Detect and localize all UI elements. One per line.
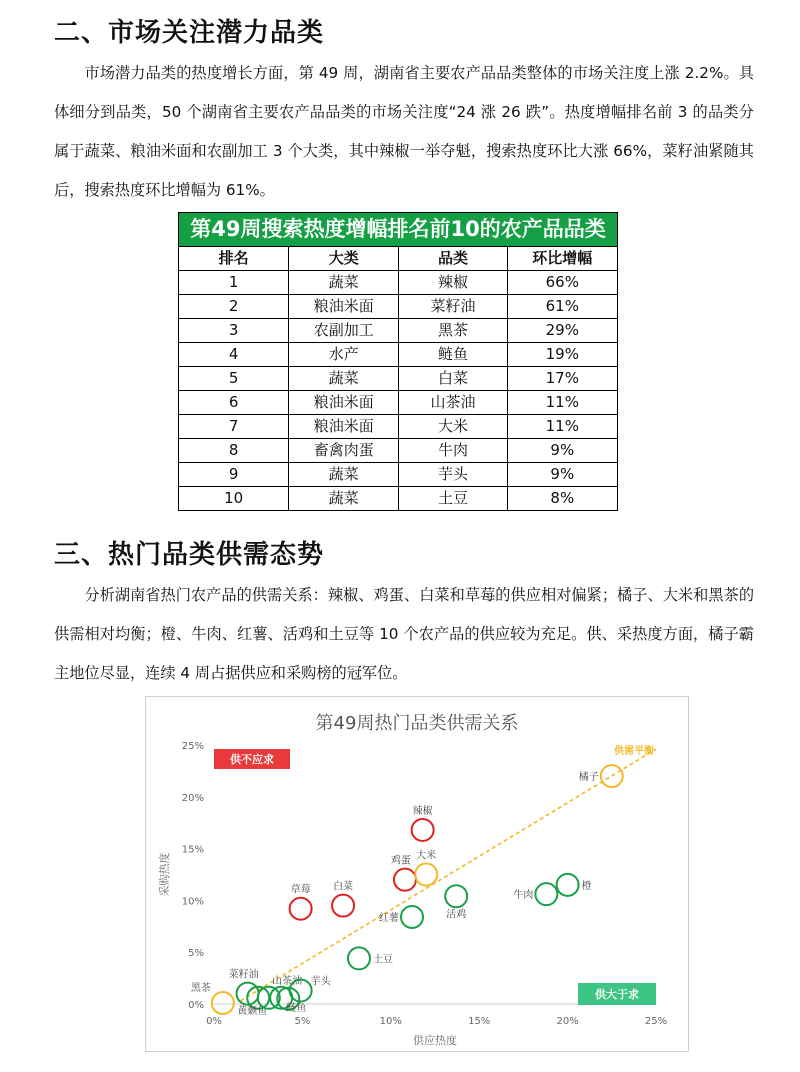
chart-title: 第49周热门品类供需关系: [315, 713, 519, 734]
table-row: [179, 463, 618, 487]
growth-cell: 11%: [507, 415, 617, 439]
item-cell: 白菜: [399, 367, 507, 391]
category-cell: 蔬菜: [289, 271, 399, 295]
zone-balance-label: 供需平衡: [614, 746, 654, 757]
ranking-table: [178, 212, 618, 511]
category-cell: 粮油米面: [289, 295, 399, 319]
growth-cell: 19%: [507, 343, 617, 367]
data-point-label: 黑茶: [190, 982, 211, 994]
table-row: [179, 487, 618, 511]
growth-cell: 8%: [507, 487, 617, 511]
rank-cell: 4: [179, 343, 289, 367]
rank-cell: 5: [179, 367, 289, 391]
data-point-label: 白菜: [333, 881, 354, 893]
data-point-marker: [290, 898, 312, 920]
item-cell: 牛肉: [399, 439, 507, 463]
zone-tight-label: 供不应求: [230, 753, 274, 766]
growth-cell: 29%: [507, 319, 617, 343]
y-tick-label: 0%: [188, 1000, 204, 1011]
y-tick-label: 10%: [181, 896, 204, 908]
growth-cell: 17%: [507, 367, 617, 391]
x-axis-title: 供应热度: [413, 1034, 457, 1047]
data-point-marker: [401, 906, 423, 928]
growth-cell: 11%: [507, 391, 617, 415]
item-cell: 菜籽油: [399, 295, 507, 319]
item-cell: 大米: [399, 415, 507, 439]
category-cell: 蔬菜: [289, 367, 399, 391]
table-row: [179, 415, 618, 439]
data-point-label: 菜籽油: [228, 969, 259, 981]
growth-cell: 66%: [507, 271, 617, 295]
data-point-marker: [412, 819, 434, 841]
table-row: [179, 367, 618, 391]
y-axis-title: 采购热度: [158, 852, 171, 897]
rank-cell: 6: [179, 391, 289, 415]
data-point-label: 山茶油: [272, 975, 303, 987]
item-cell: 芋头: [399, 463, 507, 487]
y-tick-label: 20%: [181, 792, 204, 804]
x-tick-label: 0%: [206, 1016, 222, 1027]
item-cell: 山茶油: [399, 391, 507, 415]
data-point-marker: [557, 874, 579, 896]
table-header-growth: 环比增幅: [507, 247, 617, 271]
section-heading-supply-demand: 三、热门品类供需态势: [54, 540, 325, 570]
table-row: [179, 343, 618, 367]
data-point-label: 橘子: [578, 772, 599, 784]
rank-cell: 8: [179, 439, 289, 463]
x-tick-label: 15%: [468, 1016, 491, 1027]
rank-cell: 10: [179, 487, 289, 511]
data-point-label: 鲢鱼: [286, 1002, 307, 1014]
growth-cell: 61%: [507, 295, 617, 319]
data-point-marker: [535, 883, 557, 905]
data-point-label: 黄颡鱼: [237, 1005, 268, 1017]
data-point-label: 辣椒: [412, 805, 433, 817]
rank-cell: 9: [179, 463, 289, 487]
x-tick-label: 5%: [294, 1016, 311, 1027]
item-cell: 辣椒: [399, 271, 507, 295]
data-point-label: 芋头: [310, 976, 331, 988]
table-header-item: 品类: [399, 247, 507, 271]
x-tick-label: 20%: [556, 1016, 579, 1027]
data-point-marker: [415, 864, 437, 886]
table-row: [179, 391, 618, 415]
item-cell: 鲢鱼: [399, 343, 507, 367]
category-cell: 农副加工: [289, 319, 399, 343]
growth-cell: 9%: [507, 439, 617, 463]
data-point-label: 土豆: [372, 954, 393, 966]
rank-cell: 1: [179, 271, 289, 295]
category-cell: 畜禽肉蛋: [289, 439, 399, 463]
table-row: [179, 439, 618, 463]
category-cell: 水产: [289, 343, 399, 367]
x-tick-label: 10%: [379, 1016, 402, 1027]
data-point-marker: [332, 895, 354, 917]
supply-demand-chart: [145, 696, 689, 1052]
x-tick-label: 25%: [644, 1016, 668, 1027]
data-point-label: 橙: [581, 880, 592, 892]
y-tick-label: 5%: [188, 948, 204, 960]
section-paragraph-supply-demand: 分析湖南省热门农产品的供需关系：辣椒、鸡蛋、白菜和草莓的供应相对偏紧；橘子、大米和黑茶的供需相对均衡；橙、牛肉、红薯、活鸡和土豆等 10 个农产品的供应较为充足。供、采热度方面，橘子霸主地位尽显，连续 4 周占据供应和采购榜的冠军位。: [54, 586, 754, 682]
section-paragraph-market-potential: 市场潜力品类的热度增长方面，第 49 周，湖南省主要农产品品类整体的市场关注度上涨 2.2%。具体细分到品类，50 个湖南省主要农产品品类的市场关注度“24 涨 26 跌”。热度增幅排名前 3 的品类分属于蔬菜、粮油米面和农副加工 3 个大类，其中辣椒一举夺魁，搜索热度环比大涨 66%，菜籽油紧随其后，搜索热度环比增幅为 61%。: [54, 64, 754, 199]
item-cell: 土豆: [399, 487, 507, 511]
table-header-rank: 排名: [179, 247, 289, 271]
table-row: [179, 271, 618, 295]
data-point-label: 鸡蛋: [390, 855, 411, 867]
data-point-marker: [212, 992, 234, 1014]
rank-cell: 7: [179, 415, 289, 439]
table-title: 第49周搜索热度增幅排名前10的农产品品类: [178, 212, 618, 246]
data-point-label: 牛肉: [513, 890, 534, 902]
rank-cell: 3: [179, 319, 289, 343]
table-row: [179, 295, 618, 319]
chart-svg: [146, 697, 688, 1051]
y-tick-label: 25%: [181, 741, 204, 752]
rank-cell: 2: [179, 295, 289, 319]
data-point-marker: [348, 947, 370, 969]
section-heading-market-potential: 二、市场关注潜力品类: [54, 18, 325, 48]
table-header-row: [179, 247, 618, 271]
data-point-label: 活鸡: [446, 909, 467, 921]
category-cell: 粮油米面: [289, 391, 399, 415]
growth-cell: 9%: [507, 463, 617, 487]
data-point-label: 草莓: [290, 884, 311, 896]
data-point-label: 大米: [416, 850, 437, 862]
y-tick-label: 15%: [181, 844, 204, 856]
category-cell: 粮油米面: [289, 415, 399, 439]
data-point-label: 红薯: [379, 912, 400, 924]
data-point-marker: [394, 869, 416, 891]
category-cell: 蔬菜: [289, 463, 399, 487]
category-cell: 蔬菜: [289, 487, 399, 511]
table-row: [179, 319, 618, 343]
item-cell: 黑茶: [399, 319, 507, 343]
data-point-marker: [445, 885, 467, 907]
table-header-category: 大类: [289, 247, 399, 271]
balance-line: [241, 749, 656, 1001]
zone-ample-label: 供大于求: [595, 988, 639, 1001]
